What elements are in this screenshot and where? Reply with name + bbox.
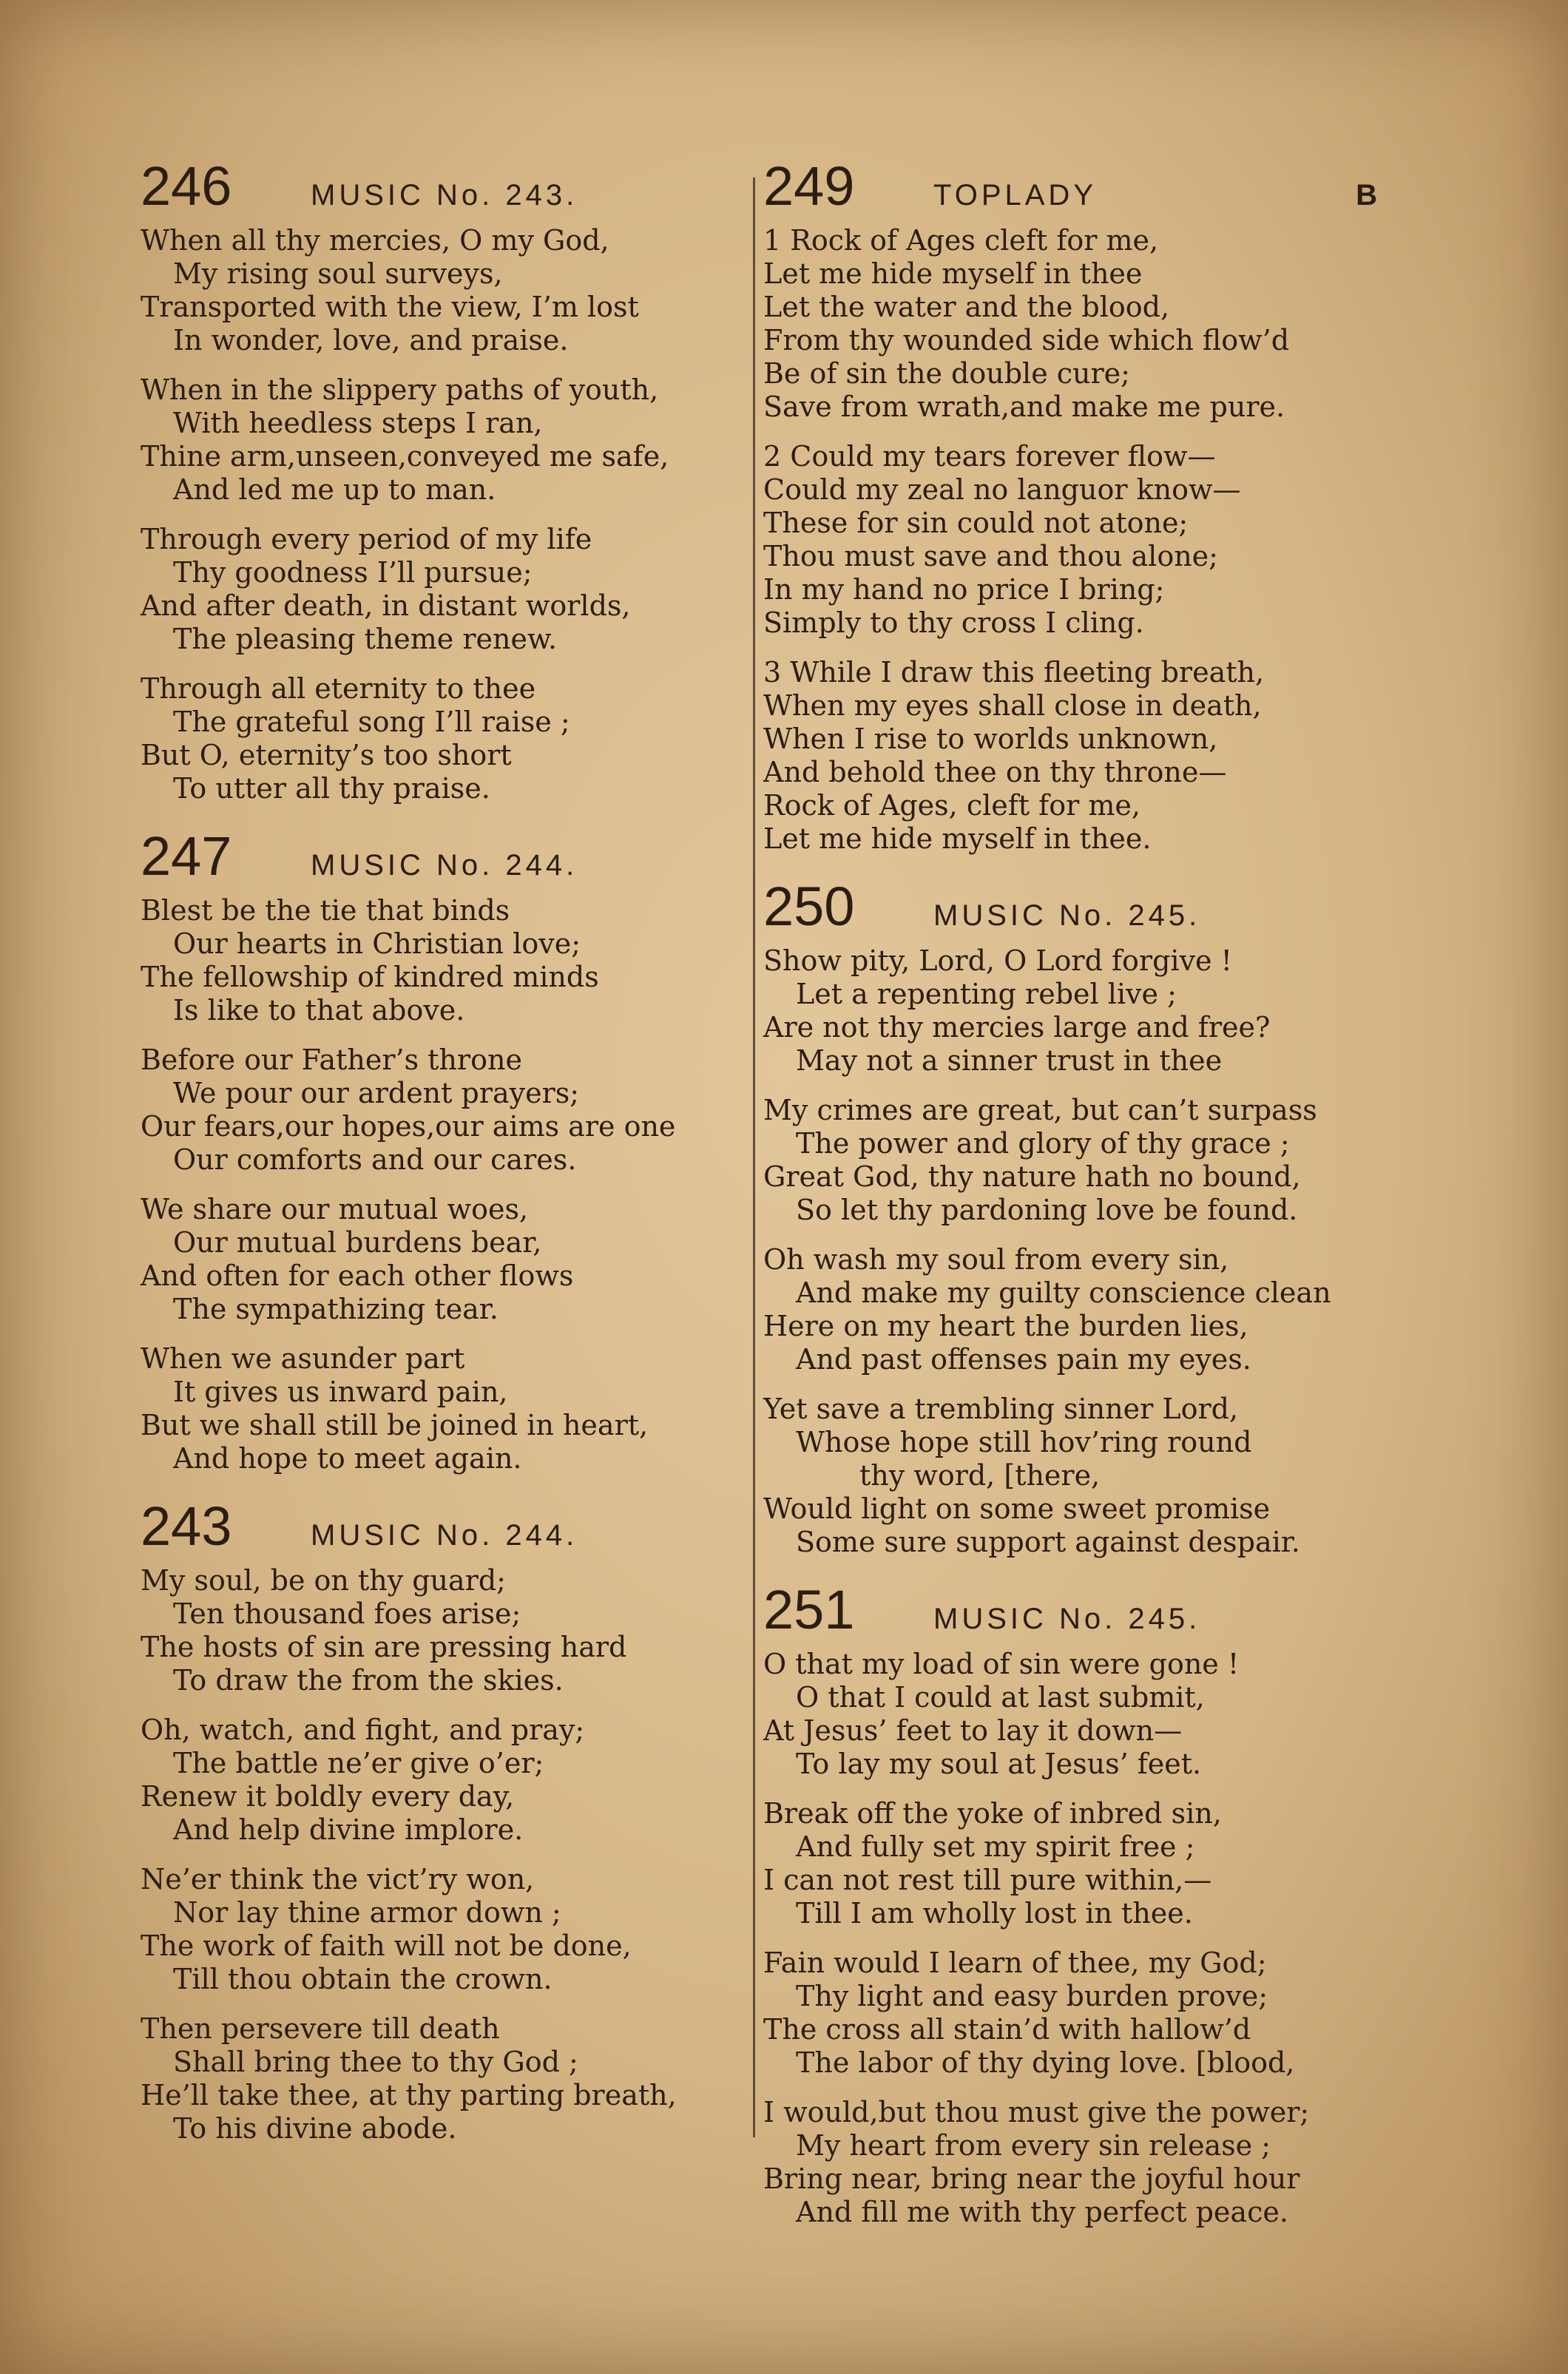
verse-line: Our fears,our hopes,our aims are one — [141, 1110, 676, 1143]
verse-line: In wonder, love, and praise. — [173, 324, 569, 356]
verse-line: Rock of Ages, cleft for me, — [763, 789, 1140, 822]
verse-line: So let thy pardoning love be found. — [796, 1194, 1298, 1226]
verse-line: But O, eternity’s too short — [141, 739, 512, 771]
stanza — [141, 672, 747, 805]
verse-line: O that I could at last submit, — [796, 1681, 1205, 1714]
hymn-number: 247 — [141, 825, 232, 887]
hymn-number: 246 — [141, 155, 232, 217]
verse-line: In my hand no price I bring; — [763, 573, 1165, 606]
verse-line: thy word, [there, — [859, 1459, 1101, 1492]
stanza — [763, 1393, 1377, 1559]
verse-line: Before our Father’s throne — [141, 1044, 522, 1076]
verse-line: The sympathizing tear. — [173, 1293, 499, 1325]
stanza — [141, 1044, 747, 1177]
music-reference: TOPLADY — [933, 179, 1097, 212]
music-reference: MUSIC No. 243. — [311, 179, 578, 212]
verse-line: Save from wrath,and make me pure. — [763, 390, 1285, 423]
verse-line: When we asunder part — [141, 1342, 465, 1375]
verse-line: And fully set my spirit free ; — [796, 1830, 1195, 1863]
verse-line: Simply to thy cross I cling. — [763, 606, 1144, 639]
verse-line: When all thy mercies, O my God, — [141, 224, 609, 257]
verse-line: Renew it boldly every day, — [141, 1780, 515, 1813]
verse-line: When in the slippery paths of youth, — [141, 373, 659, 406]
stanza — [763, 1947, 1377, 2080]
verse-line: The grateful song I’ll raise ; — [173, 706, 570, 738]
verse-line: My heart from every sin release ; — [796, 2129, 1271, 2162]
stanza — [141, 224, 747, 357]
stanza — [763, 1243, 1377, 1376]
stanza — [141, 2012, 747, 2145]
verse-line: The fellowship of kindred minds — [141, 961, 599, 993]
verse-line: May not a sinner trust in thee — [796, 1044, 1223, 1077]
hymn-250 — [763, 876, 1377, 1559]
stanza — [141, 373, 747, 507]
verse-line: And fill me with thy perfect peace. — [796, 2196, 1288, 2228]
stanza — [763, 1648, 1377, 1781]
verse-line: Are not thy mercies large and free? — [763, 1011, 1271, 1044]
column-divider — [753, 177, 755, 2137]
verse-line: Let the water and the blood, — [763, 291, 1170, 323]
verse-line: These for sin could not atone; — [763, 507, 1189, 539]
verse-line: But we shall still be joined in heart, — [141, 1409, 649, 1441]
verse-line: The hosts of sin are pressing hard — [141, 1631, 627, 1663]
verse-line: Nor lay thine armor down ; — [173, 1896, 561, 1929]
verse-line: He’ll take thee, at thy parting breath, — [141, 2079, 677, 2111]
verse-line: From thy wounded side which flow’d — [763, 324, 1290, 356]
hymn-249 — [763, 155, 1377, 856]
verse-line: When I rise to worlds unknown, — [763, 723, 1218, 755]
verse-line: Great God, thy nature hath no bound, — [763, 1160, 1301, 1193]
verse-line: Let me hide myself in thee — [763, 257, 1143, 290]
verse-line: Would light on some sweet promise — [763, 1492, 1271, 1525]
verse-line: My soul, be on thy guard; — [141, 1564, 506, 1597]
verse-line: Could my zeal no languor know— — [763, 473, 1241, 506]
verse-line: Oh, watch, and fight, and pray; — [141, 1714, 585, 1746]
verse-line: I can not rest till pure within,— — [763, 1864, 1212, 1896]
verse-line: Shall bring thee to thy God ; — [173, 2046, 578, 2078]
stanza — [763, 2096, 1377, 2229]
verse-line: O that my load of sin were gone ! — [763, 1648, 1240, 1680]
verse-line: Show pity, Lord, O Lord forgive ! — [763, 944, 1232, 977]
hymn-number: 251 — [763, 1579, 855, 1640]
stanza — [763, 656, 1377, 856]
verse-line: Through every period of my life — [141, 523, 592, 555]
hymn-key-mark: B — [1356, 179, 1377, 212]
verse-line: At Jesus’ feet to lay it down— — [763, 1714, 1183, 1747]
stanza — [763, 944, 1377, 1078]
verse-line: 3 While I draw this fleeting breath, — [763, 656, 1265, 689]
hymn-number: 243 — [141, 1495, 232, 1557]
verse-line: Bring near, bring near the joyful hour — [763, 2162, 1300, 2195]
verse-line: The pleasing theme renew. — [173, 623, 558, 655]
stanza — [141, 1193, 747, 1326]
verse-line: Here on my heart the burden lies, — [763, 1310, 1248, 1342]
verse-line: Ne’er think the vict’ry won, — [141, 1863, 535, 1896]
verse-line: And behold thee on thy throne— — [763, 756, 1227, 788]
verse-line: Then persevere till death — [141, 2012, 500, 2045]
verse-line: Our mutual burdens bear, — [173, 1226, 542, 1259]
verse-line: The cross all stain’d with hallow’d — [763, 2013, 1251, 2046]
verse-line: Let me hide myself in thee. — [763, 822, 1152, 855]
verse-line: To lay my soul at Jesus’ feet. — [796, 1748, 1202, 1780]
verse-line: Some sure support against despair. — [796, 1526, 1300, 1558]
stanza — [141, 1714, 747, 1847]
hymn-header — [763, 155, 1377, 217]
right-column — [763, 155, 1377, 2253]
verse-line: Yet save a trembling sinner Lord, — [763, 1393, 1239, 1425]
verse-line: To utter all thy praise. — [173, 772, 490, 805]
hymn-247 — [141, 825, 747, 1475]
verse-line: Thy light and easy burden prove; — [796, 1980, 1268, 2012]
verse-line: It gives us inward pain, — [173, 1376, 508, 1408]
left-column — [141, 155, 747, 2169]
verse-line: Whose hope still hov’ring round — [796, 1426, 1252, 1458]
verse-line: And after death, in distant worlds, — [141, 589, 631, 622]
hymn-number: 249 — [763, 155, 855, 217]
verse-line: We share our mutual woes, — [141, 1193, 529, 1225]
verse-line: The battle ne’er give o’er; — [173, 1747, 544, 1779]
stanza — [763, 440, 1377, 640]
verse-line: Transported with the view, I’m lost — [141, 291, 639, 323]
verse-line: Oh wash my soul from every sin, — [763, 1243, 1229, 1276]
verse-line: With heedless steps I ran, — [173, 407, 543, 439]
verse-line: 2 Could my tears forever flow— — [763, 440, 1216, 473]
verse-line: The work of faith will not be done, — [141, 1930, 632, 1962]
hymn-header — [763, 876, 1377, 937]
verse-line: My rising soul surveys, — [173, 257, 503, 290]
music-reference: MUSIC No. 245. — [933, 1603, 1201, 1635]
music-reference: MUSIC No. 244. — [311, 1519, 578, 1552]
verse-line: Our hearts in Christian love; — [173, 927, 581, 960]
verse-line: To draw the from the skies. — [173, 1664, 564, 1697]
music-reference: MUSIC No. 244. — [311, 849, 578, 882]
hymn-header — [141, 825, 747, 887]
verse-line: And led me up to man. — [173, 473, 496, 506]
stanza — [141, 1342, 747, 1475]
stanza — [141, 894, 747, 1027]
verse-line: Is like to that above. — [173, 994, 465, 1027]
verse-line: Thou must save and thou alone; — [763, 540, 1218, 572]
verse-line: 1 Rock of Ages cleft for me, — [763, 224, 1159, 257]
stanza — [141, 1863, 747, 1996]
stanza — [763, 224, 1377, 424]
verse-line: Let a repenting rebel live ; — [796, 978, 1177, 1010]
verse-line: Thine arm,unseen,conveyed me safe, — [141, 440, 669, 473]
hymn-246 — [141, 155, 747, 805]
stanza — [763, 1094, 1377, 1227]
hymn-header — [141, 155, 747, 217]
verse-line: Till I am wholly lost in thee. — [796, 1897, 1193, 1930]
verse-line: And make my guilty conscience clean — [796, 1276, 1331, 1309]
stanza — [763, 1797, 1377, 1930]
verse-line: Through all eternity to thee — [141, 672, 536, 705]
verse-line: Fain would I learn of thee, my God; — [763, 1947, 1267, 1979]
verse-line: Ten thousand foes arise; — [173, 1597, 521, 1630]
verse-line: And past offenses pain my eyes. — [796, 1343, 1251, 1376]
verse-line: The labor of thy dying love. [blood, — [796, 2046, 1295, 2079]
verse-line: We pour our ardent prayers; — [173, 1077, 580, 1109]
verse-line: When my eyes shall close in death, — [763, 689, 1262, 722]
verse-line: Till thou obtain the crown. — [173, 1963, 552, 1995]
verse-line: And hope to meet again. — [173, 1442, 522, 1475]
verse-line: And help divine implore. — [173, 1813, 524, 1846]
hymn-number: 250 — [763, 876, 855, 937]
hymn-header — [763, 1579, 1377, 1640]
hymn-251 — [763, 1579, 1377, 2229]
verse-line: I would,but thou must give the power; — [763, 2096, 1310, 2128]
music-reference: MUSIC No. 245. — [933, 899, 1201, 932]
stanza — [141, 1564, 747, 1697]
stanza — [141, 523, 747, 656]
verse-line: The power and glory of thy grace ; — [796, 1127, 1290, 1160]
verse-line: Our comforts and our cares. — [173, 1143, 577, 1176]
verse-line: Thy goodness I’ll pursue; — [173, 556, 533, 589]
verse-line: My crimes are great, but can’t surpass — [763, 1094, 1317, 1126]
verse-line: Be of sin the double cure; — [763, 357, 1130, 390]
verse-line: Blest be the tie that binds — [141, 894, 510, 927]
hymn-header — [141, 1495, 747, 1557]
verse-line: Break off the yoke of inbred sin, — [763, 1797, 1222, 1830]
verse-line: To his divine abode. — [173, 2112, 457, 2145]
hymn-243 — [141, 1495, 747, 2145]
verse-line: And often for each other flows — [141, 1259, 574, 1292]
